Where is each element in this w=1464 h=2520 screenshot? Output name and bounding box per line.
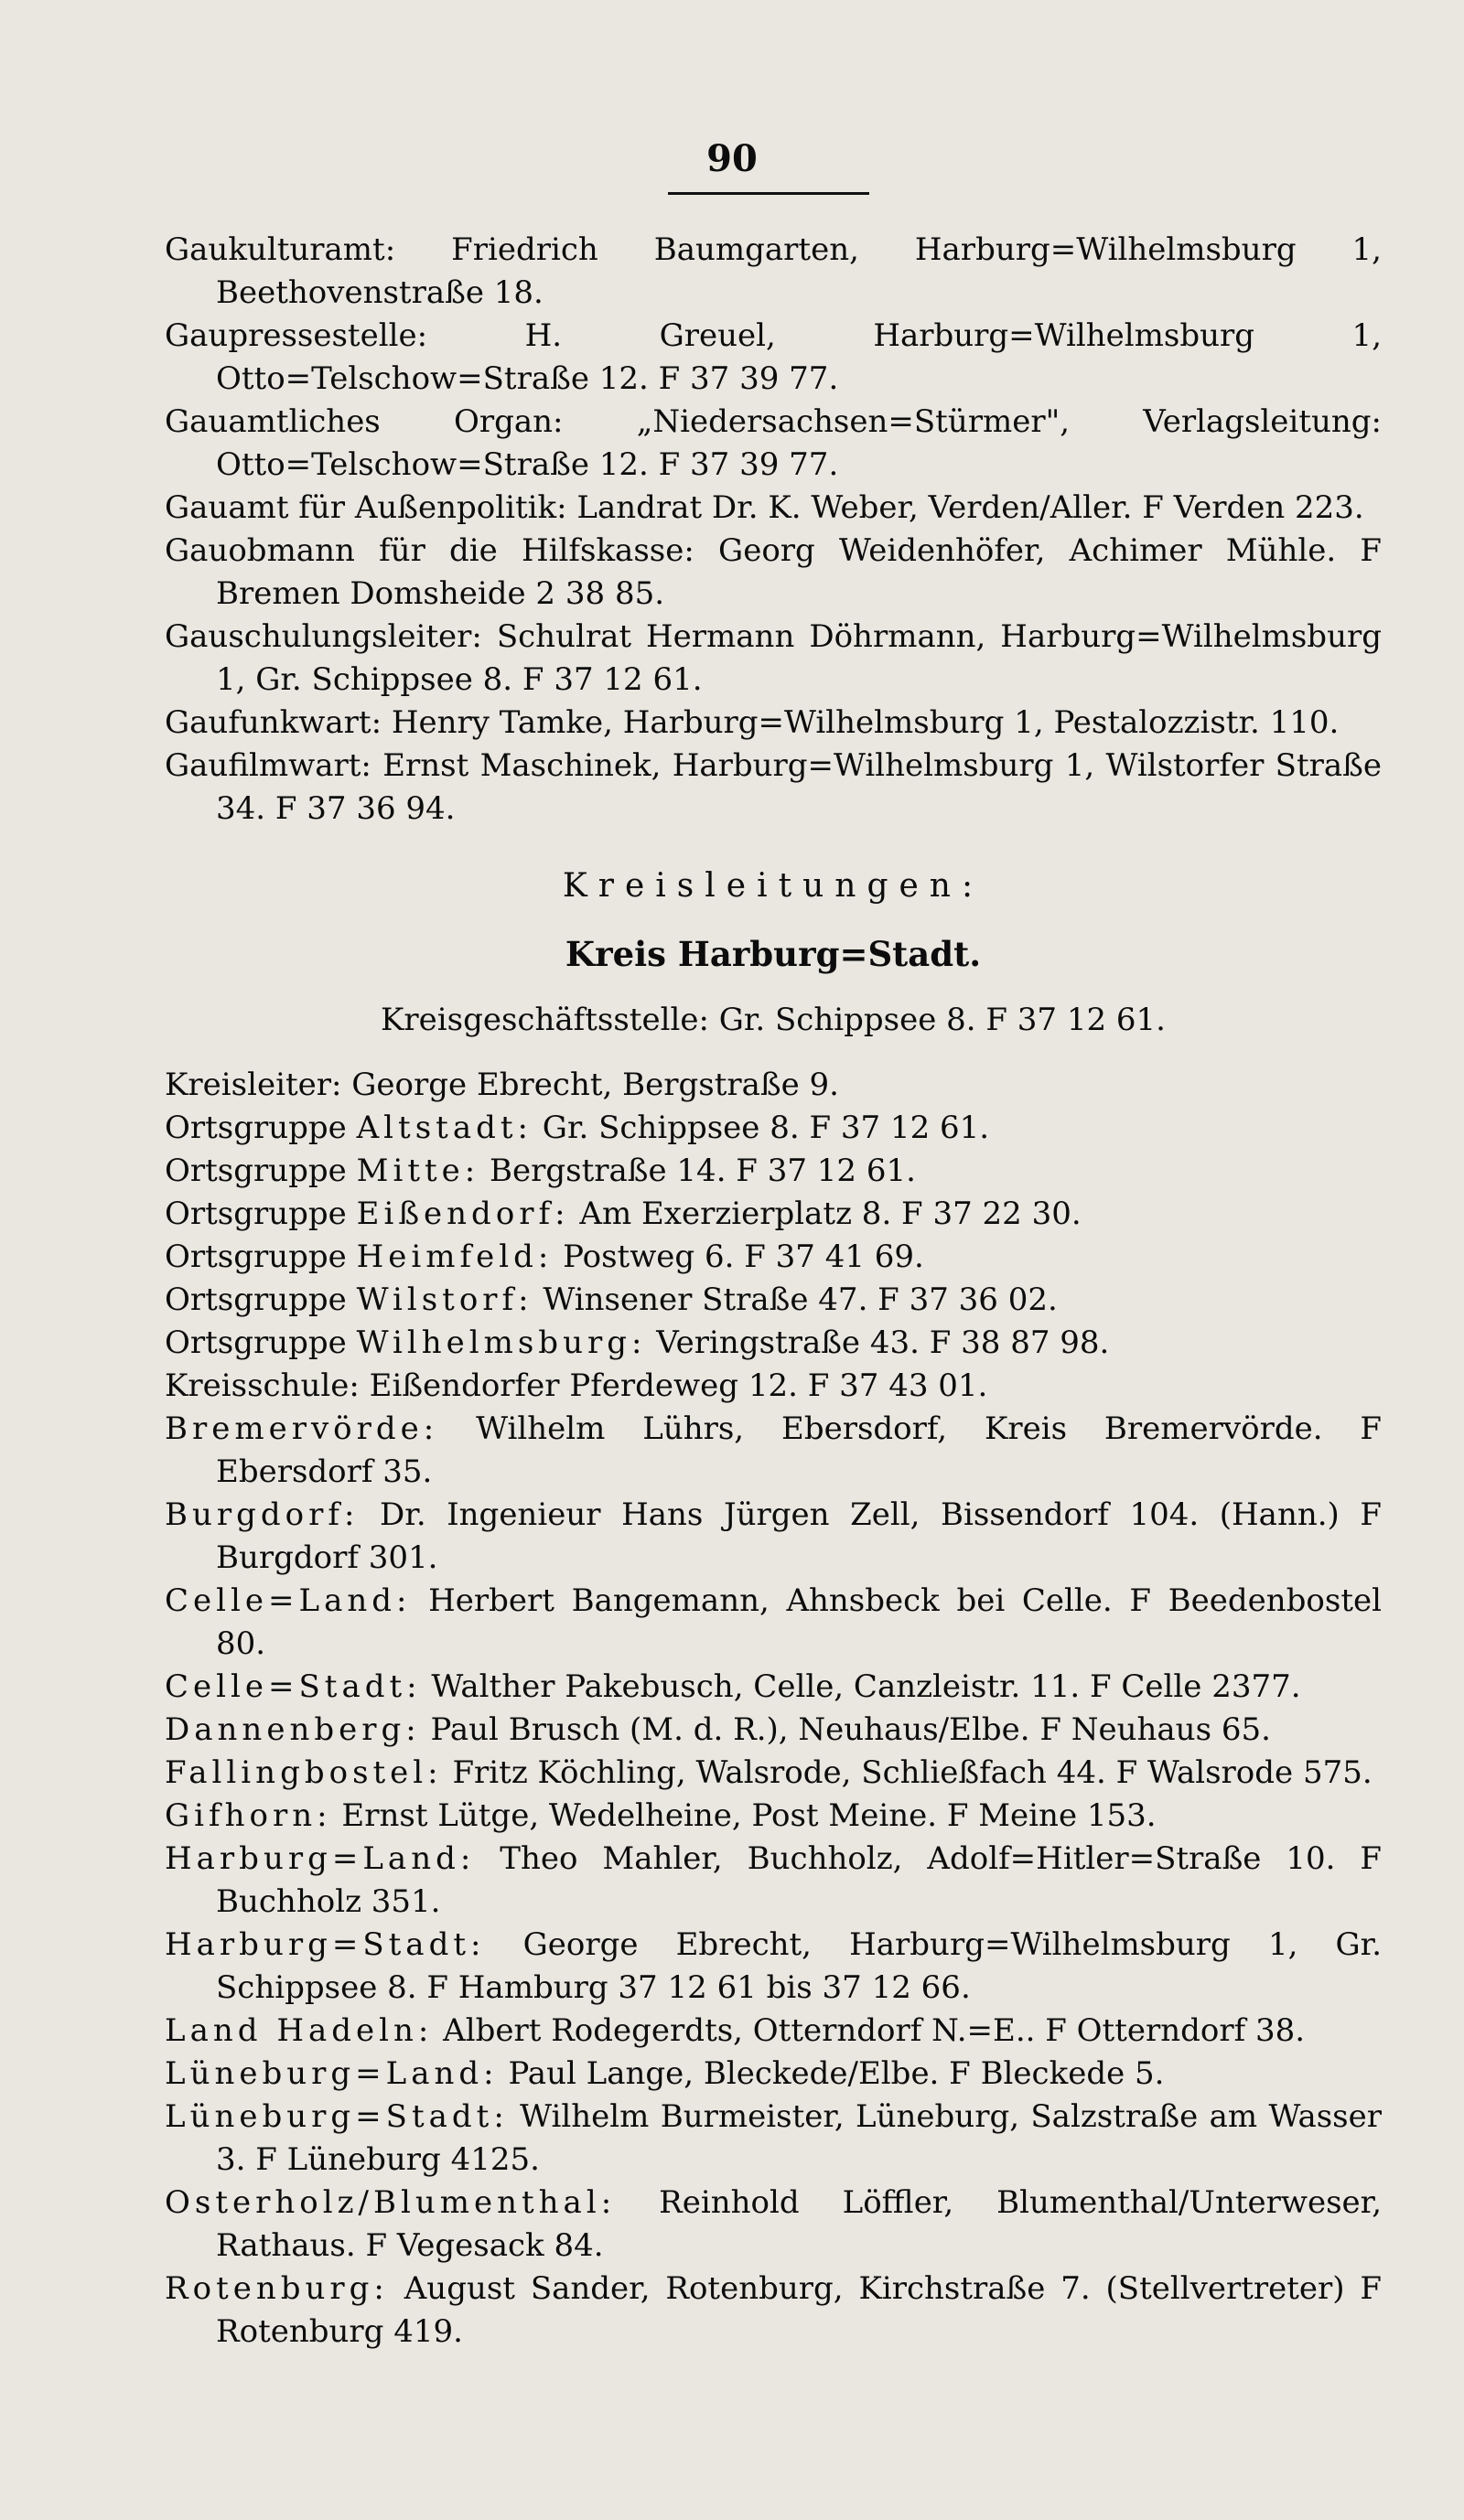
kreis-heading: Kreis Harburg=Stadt. — [565, 934, 982, 974]
entry-text: „Niedersachsen=Stürmer", Verlagsleitung: Otto=Telschow=Straße 12. F 37 39 77. — [216, 403, 1382, 483]
kreis-geschaeftsstelle: Kreisgeschäftsstelle: Gr. Schippsee 8. F 37 12 61. — [381, 1002, 1166, 1038]
kreis-list — [165, 1408, 1382, 2354]
entry-label: Gauamtliches Organ: — [165, 403, 564, 440]
entry-text: Wilhelm Lührs, Ebersdorf, Kreis Bremervörde. F Ebersdorf 35. — [216, 1410, 1382, 1490]
entry-label: Ortsgruppe — [165, 1153, 357, 1189]
ortsgruppe-entry — [165, 1150, 1382, 1193]
entry-label: Fallingbostel: — [165, 1754, 443, 1791]
entry-label: Celle=Stadt: — [165, 1668, 422, 1705]
entry-spaced-name: Wilhelmsburg: — [356, 1324, 647, 1361]
kreis-entry — [165, 2053, 1382, 2096]
ortsgruppe-entry — [165, 1107, 1382, 1150]
entry-text: Ernst Maschinek, Harburg=Wilhelmsburg 1, Wilstorfer Straße 34. F 37 36 94. — [216, 747, 1382, 827]
entry-spaced-name: Mitte: — [356, 1153, 480, 1189]
entry-text: Reinhold Löffler, Blumenthal/Unterweser, Rathaus. F Vegesack 84. — [216, 2184, 1382, 2264]
entry-label: Osterholz/Blumenthal: — [165, 2184, 617, 2221]
entry-label: Land Hadeln: — [165, 2012, 434, 2049]
harburg-stadt-section — [165, 1064, 1382, 1408]
entry-label: Burgdorf: — [165, 1496, 360, 1533]
entry-spaced-name: Altstadt: — [356, 1110, 533, 1146]
entry-spaced-name: Wilstorf: — [356, 1281, 533, 1318]
entry-text: Eißendorfer Pferdeweg 12. F 37 43 01. — [359, 1367, 988, 1404]
gau-entry — [165, 229, 1382, 315]
entry-text: Dr. Ingenieur Hans Jürgen Zell, Bissendorf 104. (Hann.) F Burgdorf 301. — [216, 1496, 1382, 1576]
entry-label: Gauobmann für die Hilfskasse: — [165, 532, 694, 569]
entry-label: Bremervörde: — [165, 1410, 439, 1447]
kreis-entry — [165, 1838, 1382, 1924]
gau-entry — [165, 745, 1382, 831]
entry-text: Friedrich Baumgarten, Harburg=Wilhelmsburg 1, Beethovenstraße 18. — [216, 231, 1382, 311]
entry-label: Rotenburg: — [165, 2270, 389, 2307]
ortsgruppe-entry — [165, 1193, 1382, 1236]
entry-label: Gaukulturamt: — [165, 231, 396, 268]
gau-entry — [165, 616, 1382, 702]
entry-text: Gr. Schippsee 8. F 37 12 61. — [532, 1110, 990, 1146]
entry-text: George Ebrecht, Bergstraße 9. — [341, 1067, 839, 1103]
kreis-entry — [165, 1795, 1382, 1838]
entry-text: Winsener Straße 47. F 37 36 02. — [533, 1281, 1058, 1318]
kreis-entry — [165, 1580, 1382, 1666]
kreis-entry — [165, 1408, 1382, 1494]
page-number-rule — [668, 192, 869, 195]
gau-entry — [165, 401, 1382, 487]
ortsgruppe-entry — [165, 1236, 1382, 1279]
entry-label: Gifhorn: — [165, 1797, 332, 1834]
kreis-entry — [165, 1666, 1382, 1709]
entry-label: Gaufunkwart: — [165, 704, 382, 741]
entry-label: Kreisschule: — [165, 1367, 360, 1404]
ortsgruppe-entry — [165, 1279, 1382, 1322]
gau-entry — [165, 530, 1382, 616]
entry-spaced-name: Heimfeld: — [356, 1239, 554, 1275]
entry-label: Gauamt für Außenpolitik: — [165, 489, 567, 526]
ortsgruppe-entry — [165, 1365, 1382, 1408]
entry-text: Paul Brusch (M. d. R.), Neuhaus/Elbe. F Neuhaus 65. — [420, 1711, 1271, 1748]
entry-text: Paul Lange, Bleckede/Elbe. F Bleckede 5. — [498, 2055, 1165, 2092]
gau-entry — [165, 487, 1382, 530]
kreis-entry — [165, 2182, 1382, 2268]
entry-text: Georg Weidenhöfer, Achimer Mühle. F Bremen Domsheide 2 38 85. — [216, 532, 1383, 612]
entry-label: Ortsgruppe — [165, 1110, 357, 1146]
kreis-entry — [165, 1924, 1382, 2010]
entry-label: Gauschulungsleiter: — [165, 618, 482, 655]
gau-section — [165, 229, 1382, 831]
entry-text: Am Exerzierplatz 8. F 37 22 30. — [569, 1196, 1082, 1232]
entry-label: Celle=Land: — [165, 1582, 412, 1619]
entry-text: Schulrat Hermann Döhrmann, Harburg=Wilhelmsburg 1, Gr. Schippsee 8. F 37 12 61. — [216, 618, 1382, 698]
gau-entry — [165, 702, 1382, 745]
entry-label: Ortsgruppe — [165, 1324, 357, 1361]
entry-label: Ortsgruppe — [165, 1239, 357, 1275]
entry-text: Herbert Bangemann, Ahnsbeck bei Celle. F Beedenbostel 80. — [216, 1582, 1382, 1662]
entry-spaced-name: Eißendorf: — [356, 1196, 570, 1232]
page-number: 90 — [706, 137, 758, 180]
entry-text: Walther Pakebusch, Celle, Canzleistr. 11. F Celle 2377. — [421, 1668, 1301, 1705]
entry-label: Gaufilmwart: — [165, 747, 371, 784]
entry-label: Harburg=Land: — [165, 1840, 476, 1877]
kreis-entry — [165, 2010, 1382, 2053]
entry-text: Landrat Dr. K. Weber, Verden/Aller. F Verden 223. — [566, 489, 1364, 526]
entry-text: Postweg 6. F 37 41 69. — [553, 1239, 924, 1275]
entry-label: Harburg=Stadt: — [165, 1926, 486, 1963]
entry-text: Veringstraße 43. F 38 87 98. — [646, 1324, 1110, 1361]
entry-label: Ortsgruppe — [165, 1196, 357, 1232]
kreis-entry — [165, 2268, 1382, 2354]
ortsgruppe-entry — [165, 1322, 1382, 1365]
gau-entry — [165, 315, 1382, 401]
entry-label: Lüneburg=Stadt: — [165, 2098, 509, 2135]
entry-label: Lüneburg=Land: — [165, 2055, 499, 2092]
entry-text: Albert Rodegerdts, Otterndorf N.=E.. F Otterndorf 38. — [433, 2012, 1306, 2049]
kreis-entry — [165, 1709, 1382, 1752]
section-heading: Kreisleitungen: — [562, 867, 985, 905]
entry-label: Dannenberg: — [165, 1711, 421, 1748]
entry-text: August Sander, Rotenburg, Kirchstraße 7. (Stellvertreter) F Rotenburg 419. — [216, 2270, 1382, 2350]
entry-text: Fritz Köchling, Walsrode, Schließfach 44. F Walsrode 575. — [442, 1754, 1372, 1791]
entry-label: Kreisleiter: — [165, 1067, 342, 1103]
entry-text: Theo Mahler, Buchholz, Adolf=Hitler=Straße 10. F Buchholz 351. — [216, 1840, 1382, 1920]
entry-text: Bergstraße 14. F 37 12 61. — [479, 1153, 916, 1189]
entry-text: Ernst Lütge, Wedelheine, Post Meine. F Meine 153. — [331, 1797, 1157, 1834]
entry-text: George Ebrecht, Harburg=Wilhelmsburg 1, Gr. Schippsee 8. F Hamburg 37 12 61 bis 37 12 66. — [216, 1926, 1382, 2006]
entry-text: Wilhelm Burmeister, Lüneburg, Salzstraße am Wasser 3. F Lüneburg 4125. — [216, 2098, 1382, 2178]
entry-text: H. Greuel, Harburg=Wilhelmsburg 1, Otto=Telschow=Straße 12. F 37 39 77. — [216, 317, 1382, 397]
entry-label: Ortsgruppe — [165, 1281, 357, 1318]
kreis-entry — [165, 1752, 1382, 1795]
entry-text: Henry Tamke, Harburg=Wilhelmsburg 1, Pestalozzistr. 110. — [382, 704, 1340, 741]
kreis-entry — [165, 2096, 1382, 2182]
kreis-entry — [165, 1494, 1382, 1580]
entry-label: Gaupressestelle: — [165, 317, 428, 354]
ortsgruppe-entry — [165, 1064, 1382, 1107]
